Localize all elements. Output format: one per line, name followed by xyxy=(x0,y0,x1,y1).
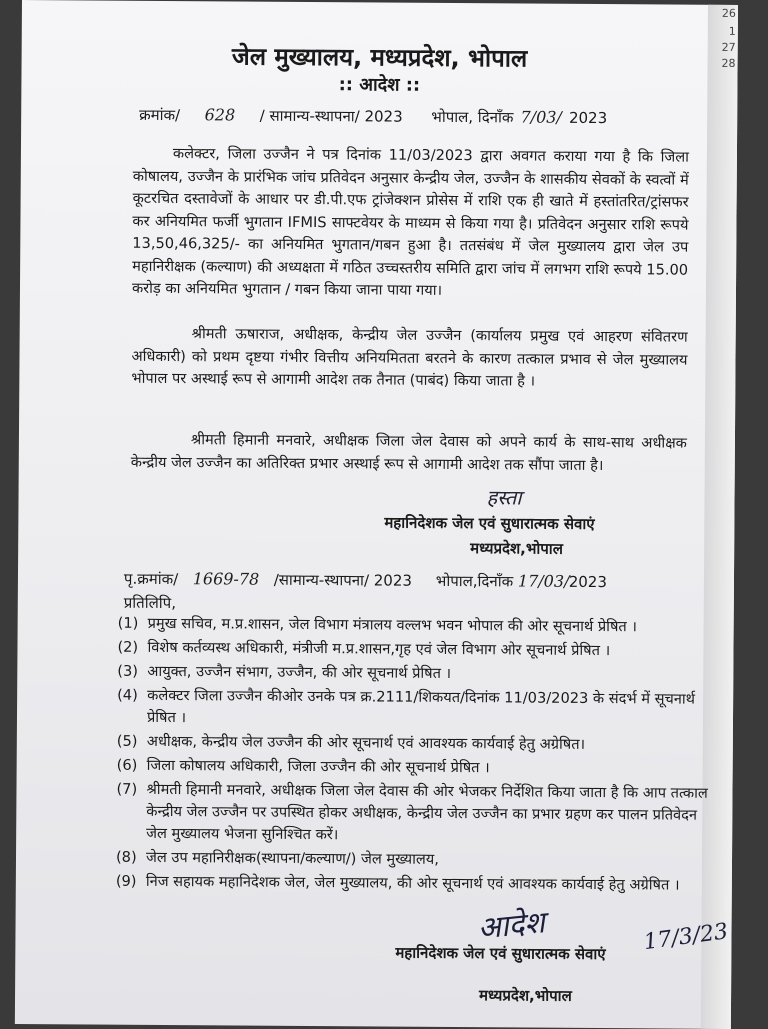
signature-initials: हस्ता xyxy=(486,485,522,510)
copy-item-text: विशेष कर्तव्यस्थ अधिकारी, मंत्रीजी म.प्र.शासन,गृह एवं जेल विभाग ओर सूचनार्थ प्रेषित । xyxy=(147,638,611,660)
handwritten-endorsement-date: 17/03/ xyxy=(517,571,570,591)
order-prefix: क्रमांक/ xyxy=(139,105,181,125)
copy-item xyxy=(116,847,716,873)
handwritten-endorsement-number: 1669-78 xyxy=(192,569,260,589)
signatory-location-2: मध्यप्रदेश,भोपाल xyxy=(479,986,572,1005)
edge-number: 27 xyxy=(721,40,736,54)
signatory-designation-2: महानिदेशक जेल एवं सुधारात्मक सेवाएं xyxy=(395,943,606,964)
order-year: 2023 xyxy=(568,108,608,128)
copy-item xyxy=(116,871,716,897)
copy-to-label: प्रतिलिपि, xyxy=(123,593,177,613)
copy-item-text: प्रमुख सचिव, म.प्र.शासन, जेल विभाग मंत्रालय वल्लभ भवन भोपाल की ओर सूचनार्थ प्रेषित । xyxy=(147,614,637,636)
handwritten-order-number: 628 xyxy=(204,105,236,125)
copy-item xyxy=(118,613,718,639)
copy-item-text: जिला कोषालय अधिकारी, जिला उज्जैन की ओर सूचनार्थ प्रेषित । xyxy=(146,756,490,777)
signatory-location: मध्यप्रदेश,भोपाल xyxy=(470,539,563,558)
copy-item xyxy=(117,731,717,757)
copy-item-number: (7) xyxy=(116,780,138,798)
body-paragraph-3: श्रीमती हिमानी मनवारे, अधीक्षक जिला जेल देवास को अपने कार्य के साथ-साथ अधीक्षक केन्द्रीय जेल उज्जैन का अतिरिक्त प्रभार अस्थाई रूप से आगामी आदेश तक सौंपा जाता है। xyxy=(130,431,687,474)
copy-item-text: कलेक्टर जिला उज्जैन कीओर उनके पत्र क्र.2111/शिकयत/दिनांक 11/03/2023 के संदर्भ में सूचनार्थ प्रेषित । xyxy=(146,686,696,727)
copy-item-number: (1) xyxy=(117,614,139,632)
copy-item xyxy=(117,661,717,687)
edge-number: 1 xyxy=(728,24,736,38)
handwritten-signature-date: 17/3/23 xyxy=(642,919,730,956)
document-page xyxy=(15,0,738,1029)
copy-item-number: (4) xyxy=(117,686,138,704)
endorsement-date-label: भोपाल,दिनाँक xyxy=(435,571,514,591)
order-mid: / सामान्य-स्थापना/ 2023 xyxy=(259,106,403,126)
edge-number: 28 xyxy=(721,56,736,70)
endorsement-mid: /सामान्य-स्थापना/ 2023 xyxy=(273,570,413,590)
copy-item-number: (9) xyxy=(115,872,137,890)
endorsement-prefix: पृ.क्रमांक/ xyxy=(123,569,179,589)
copy-item xyxy=(117,755,717,781)
document-title: जेल मुख्यालय, मध्यप्रदेश, भोपाल xyxy=(231,42,528,73)
endorsement-year: 2023 xyxy=(568,572,607,592)
body-paragraph-1: कलेक्टर, जिला उज्जैन ने पत्र दिनांक 11/03/2023 द्वारा अवगत कराया गया है कि जिला कोषालय, उज्जैन के प्रारंभिक जांच प्रतिवेदन अनुसार केन्द्रीय जेल, उज्जैन के शासकीय सेवकों के स्वत्वों में कूटरचित दस्तावेजों के आधार पर डी.पी.एफ ट्रांजेक्शन प्रोसेस में राशि एक ही खाते में हस्तांतरित/ट्रांसफर कर अनियमित फर्जी भुगतान IFMIS साफ्टवेयर के माध्यम से किया गया है। प्रतिवेदन अनुसार राशि रूपये 13,50,46,325/- का अनियमित भुगतान/गबन हुआ है। ततसंबंध में जेल मुख्यालय द्वारा जेल उप महानिरीक्षक (कल्याण) की अध्यक्षता में गठित उच्चस्तरीय समिति द्वारा जांच में लगभग राशि रूपये 15.00 करोड़ का अनियमित भुगतान / गबन किया जाना पाया गया। xyxy=(131,145,689,299)
copy-item-number: (5) xyxy=(116,732,138,750)
copy-item-number: (8) xyxy=(115,848,137,866)
copy-item-number: (3) xyxy=(117,662,139,680)
copy-list xyxy=(116,613,718,899)
document-subtitle: :: आदेश :: xyxy=(338,74,421,96)
copy-item-text: श्रीमती हिमानी मनवारे, अधीक्षक जिला जेल देवास की ओर भेजकर निर्देशित किया जाता है कि आप तत्काल केन्द्रीय जेल उज्जैन पर उपस्थित होकर अधीक्षक, केन्द्रीय जेल उज्जैन का प्रभार ग्रहण कर पालन प्रतिवेदन जेल मुख्यालय भेजना सुनिश्चित करें। xyxy=(146,780,708,844)
endorsement-reference xyxy=(124,569,607,592)
order-reference xyxy=(139,105,607,128)
place-date-label: भोपाल, दिनाँक xyxy=(431,107,514,127)
copy-item-text: जेल उप महानिरीक्षक(स्थापना/कल्याण/) जेल मुख्यालय, xyxy=(145,848,439,868)
copy-item xyxy=(117,685,717,733)
copy-item xyxy=(117,637,717,663)
handwritten-date: 7/03/ xyxy=(520,107,562,127)
copy-item xyxy=(116,779,716,849)
copy-item-text: अधीक्षक, केन्द्रीय जेल उज्जैन की ओर सूचनार्थ एवं आवश्यक कार्यवाई हेतु अग्रेषित। xyxy=(146,732,586,753)
handwritten-signature: आदेश xyxy=(476,905,547,947)
signatory-designation: महानिदेशक जेल एवं सुधारात्मक सेवाएं xyxy=(384,513,595,534)
body-paragraph-2: श्रीमती ऊषाराज, अधीक्षक, केन्द्रीय जेल उज्जैन (कार्यालय प्रमुख एवं आहरण संवितरण अधिकारी) को प्रथम दृष्टया गंभीर वित्तीय अनियमितता बरतने के कारण तत्काल प्रभाव से जेल मुख्यालय भोपाल पर अस्थाई रूप से आगामी आदेश तक तैनात (पाबंद) किया जाता है । xyxy=(131,325,688,390)
edge-number: 26 xyxy=(721,6,736,20)
copy-item-text: आयुक्त, उज्जैन संभाग, उज्जैन, की ओर सूचनार्थ प्रेषित । xyxy=(147,662,452,683)
copy-item-number: (2) xyxy=(117,638,139,656)
copy-item-number: (6) xyxy=(116,756,138,774)
copy-item-text: निज सहायक महानिदेशक जेल, जेल मुख्यालय, की ओर सूचनार्थ एवं आवश्यक कार्यवाई हेतु अग्रेषित । xyxy=(145,872,680,894)
